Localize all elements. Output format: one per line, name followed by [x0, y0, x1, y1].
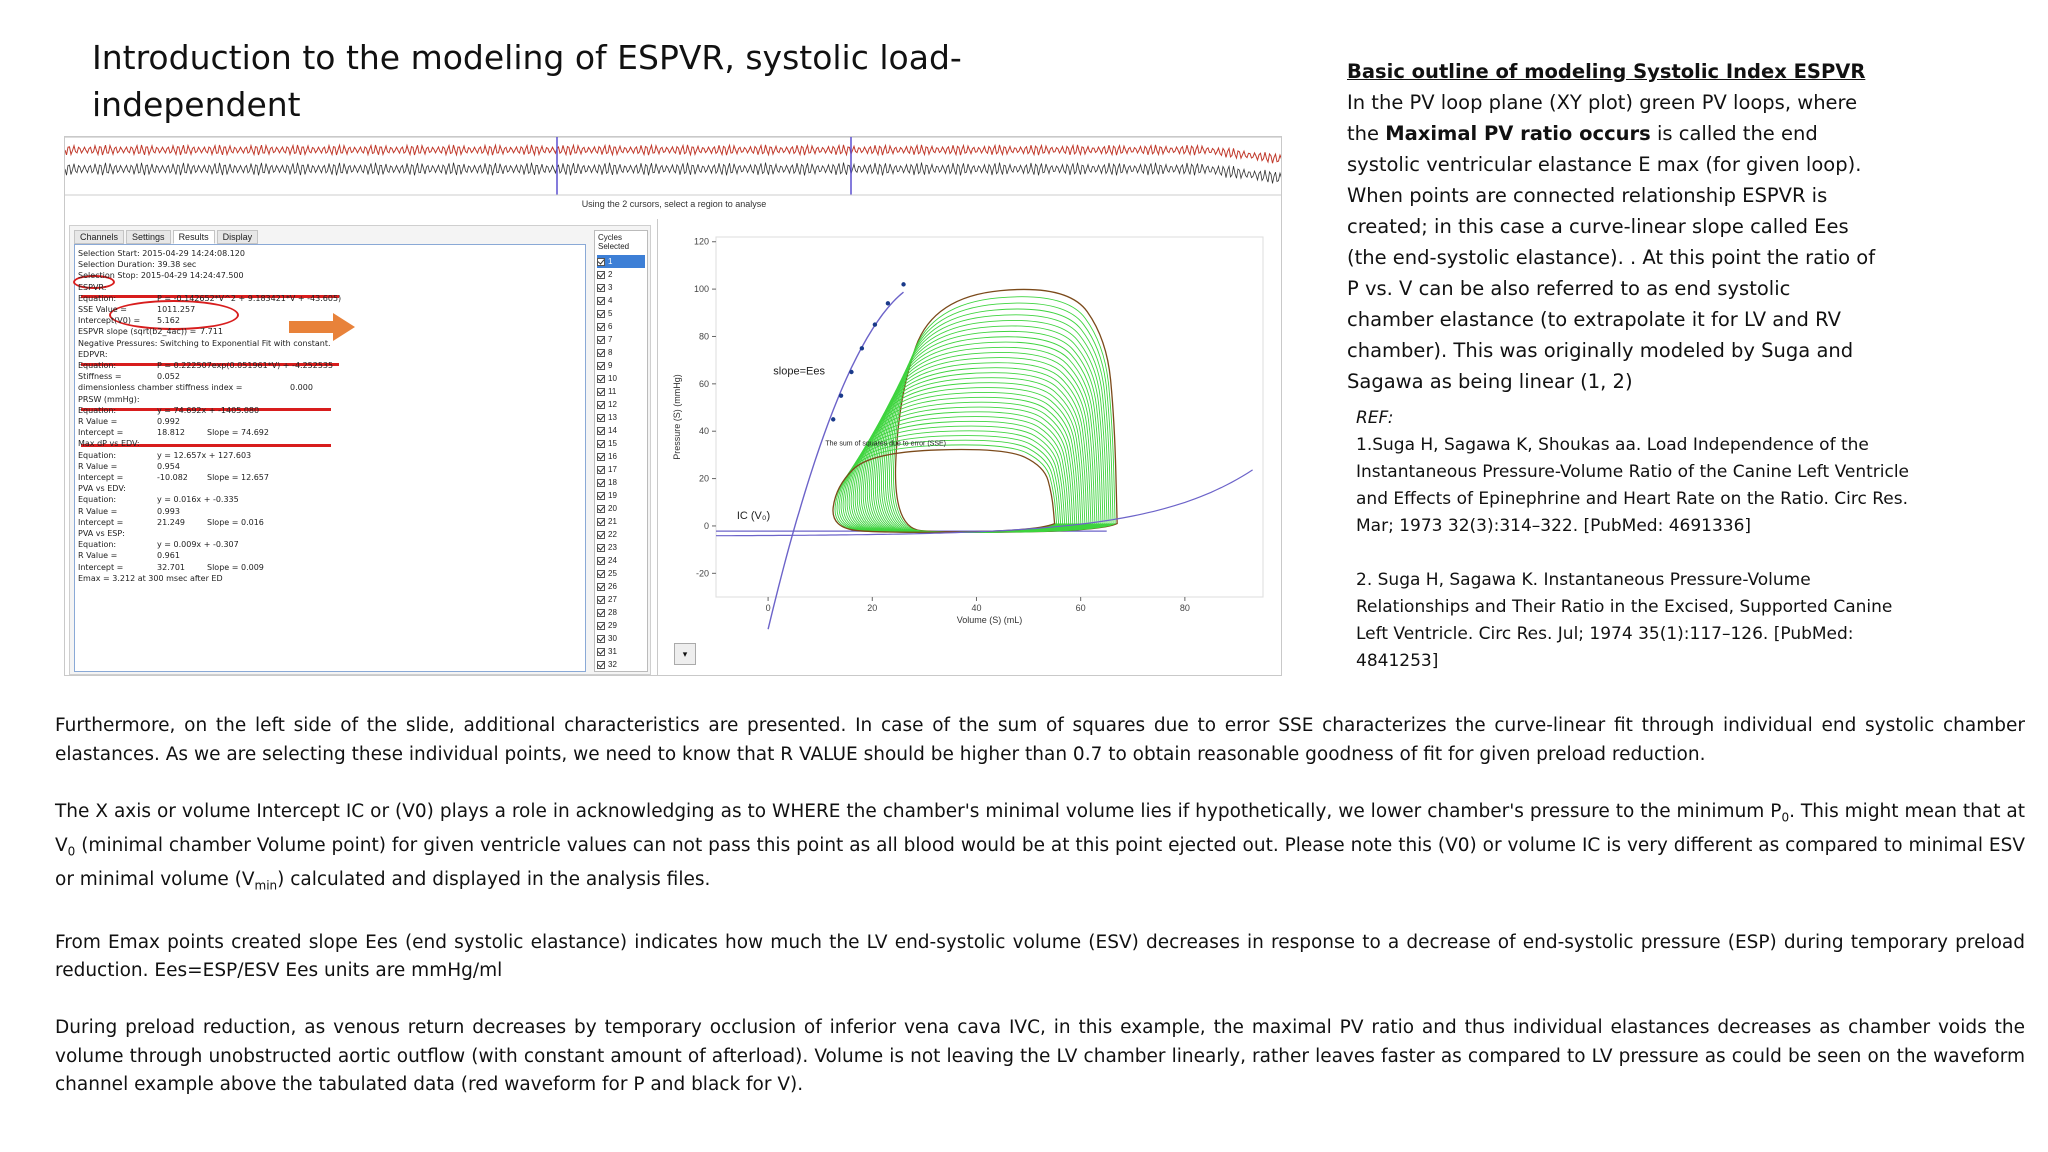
result-extra: Slope = 0.009 [207, 562, 264, 572]
cycle-number: 23 [608, 543, 617, 552]
checkbox-checked-icon[interactable] [597, 258, 605, 266]
cycle-number: 25 [608, 569, 617, 578]
tab-channels[interactable]: Channels [74, 230, 124, 244]
outline-line: chamber elastance (to extrapolate it for LV and RV [1347, 308, 1841, 331]
result-value: 7.711 [200, 327, 223, 337]
cycle-item[interactable] [597, 658, 645, 671]
cycle-item[interactable] [597, 411, 645, 424]
cycles-header: Cycles Selected [598, 233, 630, 251]
cycle-item[interactable] [597, 450, 645, 463]
cycle-item[interactable] [597, 372, 645, 385]
result-label: PRSW (mmHg): [78, 394, 140, 404]
result-label: Intercept(V0) = [78, 316, 141, 326]
cycle-number: 29 [608, 621, 617, 630]
outline-section [1347, 56, 1987, 397]
cycle-item[interactable] [597, 359, 645, 372]
checkbox-checked-icon[interactable] [597, 336, 605, 344]
outline-line: created; in this case a curve-linear slope called Ees [1347, 215, 1849, 238]
result-value: 0.992 [157, 417, 180, 426]
cycle-item[interactable] [597, 385, 645, 398]
result-label: R Value = [78, 417, 118, 426]
outline-line: systolic ventricular elastance E max (for given loop). [1347, 153, 1862, 176]
result-value: 0.954 [157, 461, 180, 471]
checkbox-checked-icon[interactable] [597, 609, 605, 617]
checkbox-checked-icon[interactable] [597, 414, 605, 422]
outline-line: Sagawa as being linear (1, 2) [1347, 370, 1633, 393]
result-label: ESPVR: [78, 282, 107, 292]
result-value: P = -0.142652*V^2 + 9.183421*V + -43.605) [157, 293, 342, 303]
checkbox-checked-icon[interactable] [597, 557, 605, 565]
result-value: 1011.257 [157, 305, 196, 314]
checkbox-checked-icon[interactable] [597, 388, 605, 396]
paragraph-ees: From Emax points created slope Ees (end systolic elastance) indicates how much the LV end-systolic volume (ESV) decreases in response to a decrease of end-systolic pressure (ESP) during temporary preload reduction. Ees=ESP/ESV Ees units are mmHg/ml [55, 931, 2025, 982]
cycle-number: 30 [608, 634, 617, 643]
result-label: Equation: [78, 540, 117, 550]
references [1356, 405, 1966, 675]
cycle-number: 24 [608, 556, 617, 565]
checkbox-checked-icon[interactable] [597, 479, 605, 487]
result-label: R Value = [78, 506, 118, 516]
cycle-item[interactable] [597, 515, 645, 528]
y-axis-label: Pressure (S) (mmHg) [672, 374, 682, 460]
result-value: y = 0.009x + -0.307 [157, 540, 239, 550]
result-label: dimensionless chamber stiffness index = [78, 383, 243, 393]
result-value: 0.052 [157, 372, 180, 382]
cycle-number: 28 [608, 608, 617, 617]
espvr-point [860, 346, 864, 350]
cycle-number: 8 [608, 348, 613, 357]
result-label: Negative Pressures: Switching to Exponential Fit with constant. [78, 338, 331, 348]
paragraph-intercept: The X axis or volume Intercept IC or (V0) plays a role in acknowledging as to WHERE the chamber's minimal volume lies if hypothetically, we lower chamber's pressure to the minimum $P_0$. This might mean that at $V_0$ (minimal chamber Volume point) for given ventricle values can not pass this point as all blood would be at this point ejected out. Please note this (V0) or volume IC is very different as compared to minimal ESV or minimal volume $(V_{min})$ calculated and displayed in the analysis files. [55, 800, 2025, 893]
cycle-item[interactable] [597, 528, 645, 541]
result-extra: Slope = 0.016 [207, 517, 264, 527]
cycle-number: 32 [608, 660, 617, 669]
checkbox-checked-icon[interactable] [597, 284, 605, 292]
result-label: Intercept = [78, 473, 124, 482]
plot-menu-button[interactable]: ▾ [674, 643, 696, 665]
result-label: Intercept = [78, 517, 124, 527]
checkbox-checked-icon[interactable] [597, 466, 605, 474]
checkbox-checked-icon[interactable] [597, 349, 605, 357]
cycle-number: 31 [608, 647, 617, 656]
checkbox-checked-icon[interactable] [597, 375, 605, 383]
x-axis-label: Volume (S) (mL) [956, 615, 1023, 625]
result-label: ESPVR slope (sqrt(b2_4ac)) = [78, 327, 197, 337]
result-label: EDPVR: [78, 349, 108, 359]
cycle-number: 9 [608, 361, 613, 370]
cycle-item[interactable] [597, 463, 645, 476]
cycle-item[interactable] [597, 307, 645, 320]
result-value: 0.961 [157, 551, 180, 561]
reference-line: Instantaneous Pressure-Volume Ratio of the Canine Left Ventricle [1356, 462, 1910, 482]
sse-annotation: The sum of squares due to error (SSE) [825, 440, 947, 448]
paragraph-preload: During preload reduction, as venous return decreases by temporary occlusion of inferior vena cava IVC, in this example, the maximal PV ratio and thus individual elastances decreases as chamber voids the volume through unobstructed aortic outflow (with constant amount of afterload). Volume is not leaving the LV chamber linearly, rather leaves faster as compared to LV pressure as could be seen on the waveform channel example above the tabulated data (red waveform for P and black for V). [55, 1017, 2025, 1096]
x-tick-label: 60 [1075, 603, 1086, 613]
y-tick-label: 40 [698, 426, 709, 437]
orange-arrow-icon [289, 313, 355, 341]
espvr-point [873, 322, 877, 326]
checkbox-checked-icon[interactable] [597, 271, 605, 279]
reference-line: 2. Suga H, Sagawa K. Instantaneous Pressure-Volume [1356, 570, 1811, 590]
cycle-number: 2 [608, 270, 613, 279]
outline-body [1347, 87, 1987, 397]
result-label: PVA vs EDV: [78, 484, 126, 494]
cycle-number: 12 [608, 400, 617, 409]
outline-line: When points are connected relationship ESPVR is [1347, 184, 1828, 207]
ref-label: REF: [1356, 408, 1394, 428]
cycle-item[interactable] [597, 255, 645, 268]
outline-line: P vs. V can be also referred to as end systolic [1347, 277, 1791, 300]
checkbox-checked-icon[interactable] [597, 570, 605, 578]
checkbox-checked-icon[interactable] [597, 427, 605, 435]
cycle-number: 4 [608, 296, 613, 305]
result-label: Intercept = [78, 562, 124, 572]
reference-1 [1356, 432, 1966, 540]
cycle-item[interactable] [597, 346, 645, 359]
cycle-item[interactable] [597, 489, 645, 502]
outline-heading: Basic outline of modeling Systolic Index ESPVR [1347, 60, 1866, 83]
result-value: 32.701 [157, 562, 185, 572]
cycle-number: 10 [608, 374, 617, 383]
outline-line: (the end-systolic elastance). . At this point the ratio of [1347, 246, 1876, 269]
cycle-number: 26 [608, 582, 617, 591]
cycle-item[interactable] [597, 606, 645, 619]
result-label: PVA vs ESP: [78, 529, 125, 538]
results-text [74, 244, 586, 672]
reference-line: and Effects of Epinephrine and Heart Rate on the Ratio. Circ Res. [1356, 489, 1909, 509]
title-line-1: Introduction to the modeling of ESPVR, systolic load-independent [92, 38, 962, 124]
cycle-item[interactable] [597, 632, 645, 645]
cycle-number: 22 [608, 530, 617, 539]
result-value: 0.993 [157, 506, 180, 516]
cycle-number: 18 [608, 478, 617, 487]
checkbox-checked-icon[interactable] [597, 648, 605, 656]
result-value: P = 0.222507exp(0.051961*V) + -4.252535 [157, 361, 334, 370]
result-label: Emax = 3.212 at 300 msec after ED [78, 573, 223, 583]
result-value: y = 0.016x + -0.335 [157, 495, 239, 505]
paragraph-sse: Furthermore, on the left side of the slide, additional characteristics are presented. In case of the sum of squares due to error SSE characterizes the curve-linear fit through individual end systolic chamber elastances. As we are selecting these individual points, we need to know that R VALUE should be higher than 0.7 to obtain reasonable goodness of fit for given preload reduction. [55, 715, 2025, 765]
x-tick-label: 0 [765, 603, 771, 613]
checkbox-checked-icon[interactable] [597, 362, 605, 370]
checkbox-checked-icon[interactable] [597, 661, 605, 669]
analysis-software-screenshot [64, 136, 1282, 676]
result-label: Equation: [78, 405, 117, 415]
outline-line: In the PV loop plane (XY plot) green PV loops, where [1347, 91, 1858, 114]
result-label: Intercept = [78, 428, 124, 438]
result-value: y = 74.692x + -1405.080 [157, 405, 260, 415]
checkbox-checked-icon[interactable] [597, 453, 605, 461]
checkbox-checked-icon[interactable] [597, 596, 605, 604]
cycle-item[interactable] [597, 619, 645, 632]
result-extra: Slope = 12.657 [207, 473, 269, 482]
y-tick-label: 100 [693, 284, 709, 295]
cycle-number: 16 [608, 452, 617, 461]
reference-line: 1.Suga H, Sagawa K, Shoukas aa. Load Independence of the [1356, 435, 1869, 455]
cycle-number: 3 [608, 283, 613, 292]
checkbox-checked-icon[interactable] [597, 440, 605, 448]
x-tick-label: 40 [971, 603, 982, 613]
cycle-number: 1 [608, 257, 613, 266]
cycle-number: 13 [608, 413, 617, 422]
espvr-point [886, 301, 890, 305]
cycle-item[interactable] [597, 593, 645, 606]
reference-line: Left Ventricle. Circ Res. Jul; 1974 35(1):117–126. [PubMed: [1356, 624, 1854, 644]
cycle-number: 20 [608, 504, 617, 513]
result-label: SSE Value = [78, 305, 127, 314]
cycle-item[interactable] [597, 268, 645, 281]
cycle-item[interactable] [597, 541, 645, 554]
result-label: Equation: [78, 450, 117, 460]
pv-loop-plot-panel [657, 219, 1281, 675]
result-value: 0.000 [290, 383, 313, 393]
checkbox-checked-icon[interactable] [597, 622, 605, 630]
result-value: 5.162 [157, 316, 180, 326]
result-value: 18.812 [157, 428, 185, 438]
reference-line: Relationships and Their Ratio in the Excised, Supported Canine [1356, 597, 1893, 617]
pressure-waveform [65, 145, 1282, 163]
cycle-item[interactable] [597, 554, 645, 567]
cycle-item[interactable] [597, 281, 645, 294]
result-extra: Slope = 74.692 [207, 428, 269, 438]
cycle-number: 27 [608, 595, 617, 604]
cycle-item[interactable] [597, 476, 645, 489]
y-tick-label: 0 [703, 520, 709, 531]
result-label: R Value = [78, 551, 118, 561]
reference-line: Mar; 1973 32(3):314–322. [PubMed: 4691336] [1356, 516, 1752, 536]
cycle-number: 7 [608, 335, 613, 344]
result-label: Max dP vs EDV: [78, 439, 140, 449]
y-tick-label: -20 [695, 568, 709, 579]
result-value: y = 12.657x + 127.603 [157, 450, 252, 460]
outline-line: chamber). This was originally modeled by Suga and [1347, 339, 1854, 362]
espvr-point [831, 417, 835, 421]
body-text [55, 712, 2025, 1128]
checkbox-checked-icon[interactable] [597, 531, 605, 539]
y-tick-label: 20 [698, 473, 709, 484]
result-label: Equation: [78, 293, 117, 303]
cycle-number: 14 [608, 426, 617, 435]
cycle-number: 5 [608, 309, 613, 318]
cycle-number: 15 [608, 439, 617, 448]
cycle-item[interactable] [597, 437, 645, 450]
result-label: Stiffness = [78, 372, 122, 382]
cycle-item[interactable] [597, 567, 645, 580]
checkbox-checked-icon[interactable] [597, 518, 605, 526]
espvr-point [901, 282, 905, 286]
cycle-item[interactable] [597, 502, 645, 515]
intercept-annotation: IC (V₀) [736, 509, 771, 522]
cycle-checkbox-list[interactable] [597, 255, 645, 671]
cycle-number: 6 [608, 322, 613, 331]
cursor-hint: Using the 2 cursors, select a region to analyse [581, 199, 767, 209]
results-panel [69, 225, 651, 675]
cycle-item[interactable] [597, 645, 645, 658]
checkbox-checked-icon[interactable] [597, 635, 605, 643]
checkbox-checked-icon[interactable] [597, 401, 605, 409]
espvr-point [849, 370, 853, 374]
result-label: R Value = [78, 461, 118, 471]
result-label: Selection Start: 2015-04-29 14:24:08.120 [78, 249, 245, 258]
pv-loop-chart [658, 219, 1280, 675]
cycles-selected-list[interactable] [594, 230, 648, 672]
tab-display[interactable]: Display [217, 230, 259, 244]
result-label: Equation: [78, 361, 117, 370]
x-tick-label: 80 [1179, 603, 1190, 613]
tab-settings[interactable]: Settings [126, 230, 171, 244]
cycle-item[interactable] [597, 580, 645, 593]
y-tick-label: 80 [698, 331, 709, 342]
cycle-number: 11 [608, 387, 617, 396]
checkbox-checked-icon[interactable] [597, 297, 605, 305]
volume-waveform [65, 163, 1282, 184]
checkbox-checked-icon[interactable] [597, 544, 605, 552]
tab-results[interactable]: Results [173, 230, 215, 244]
checkbox-checked-icon[interactable] [597, 583, 605, 591]
cycle-item[interactable] [597, 320, 645, 333]
checkbox-checked-icon[interactable] [597, 505, 605, 513]
result-label: Equation: [78, 495, 117, 505]
cycle-item[interactable] [597, 424, 645, 437]
x-tick-label: 20 [867, 603, 878, 613]
cycle-item[interactable] [597, 333, 645, 346]
result-label: Selection Stop: 2015-04-29 14:24:47.500 [78, 271, 244, 281]
result-value: 21.249 [157, 517, 185, 527]
panel-tabs [74, 230, 258, 244]
cycle-number: 19 [608, 491, 617, 500]
espvr-point [839, 393, 843, 397]
cycle-item[interactable] [597, 294, 645, 307]
checkbox-checked-icon[interactable] [597, 310, 605, 318]
result-label: Selection Duration: 39.38 sec [78, 260, 197, 270]
reference-2 [1356, 567, 1966, 675]
slope-annotation: slope=Ees [773, 365, 825, 378]
y-tick-label: 120 [693, 236, 709, 247]
cycle-number: 21 [608, 517, 617, 526]
result-value: -10.082 [157, 473, 188, 482]
reference-line: 4841253] [1356, 651, 1439, 671]
cycle-item[interactable] [597, 398, 645, 411]
checkbox-checked-icon[interactable] [597, 492, 605, 500]
outline-line: the Maximal PV ratio occurs is called the end [1347, 122, 1818, 145]
cycle-number: 17 [608, 465, 617, 474]
y-tick-label: 60 [698, 378, 709, 389]
checkbox-checked-icon[interactable] [597, 323, 605, 331]
